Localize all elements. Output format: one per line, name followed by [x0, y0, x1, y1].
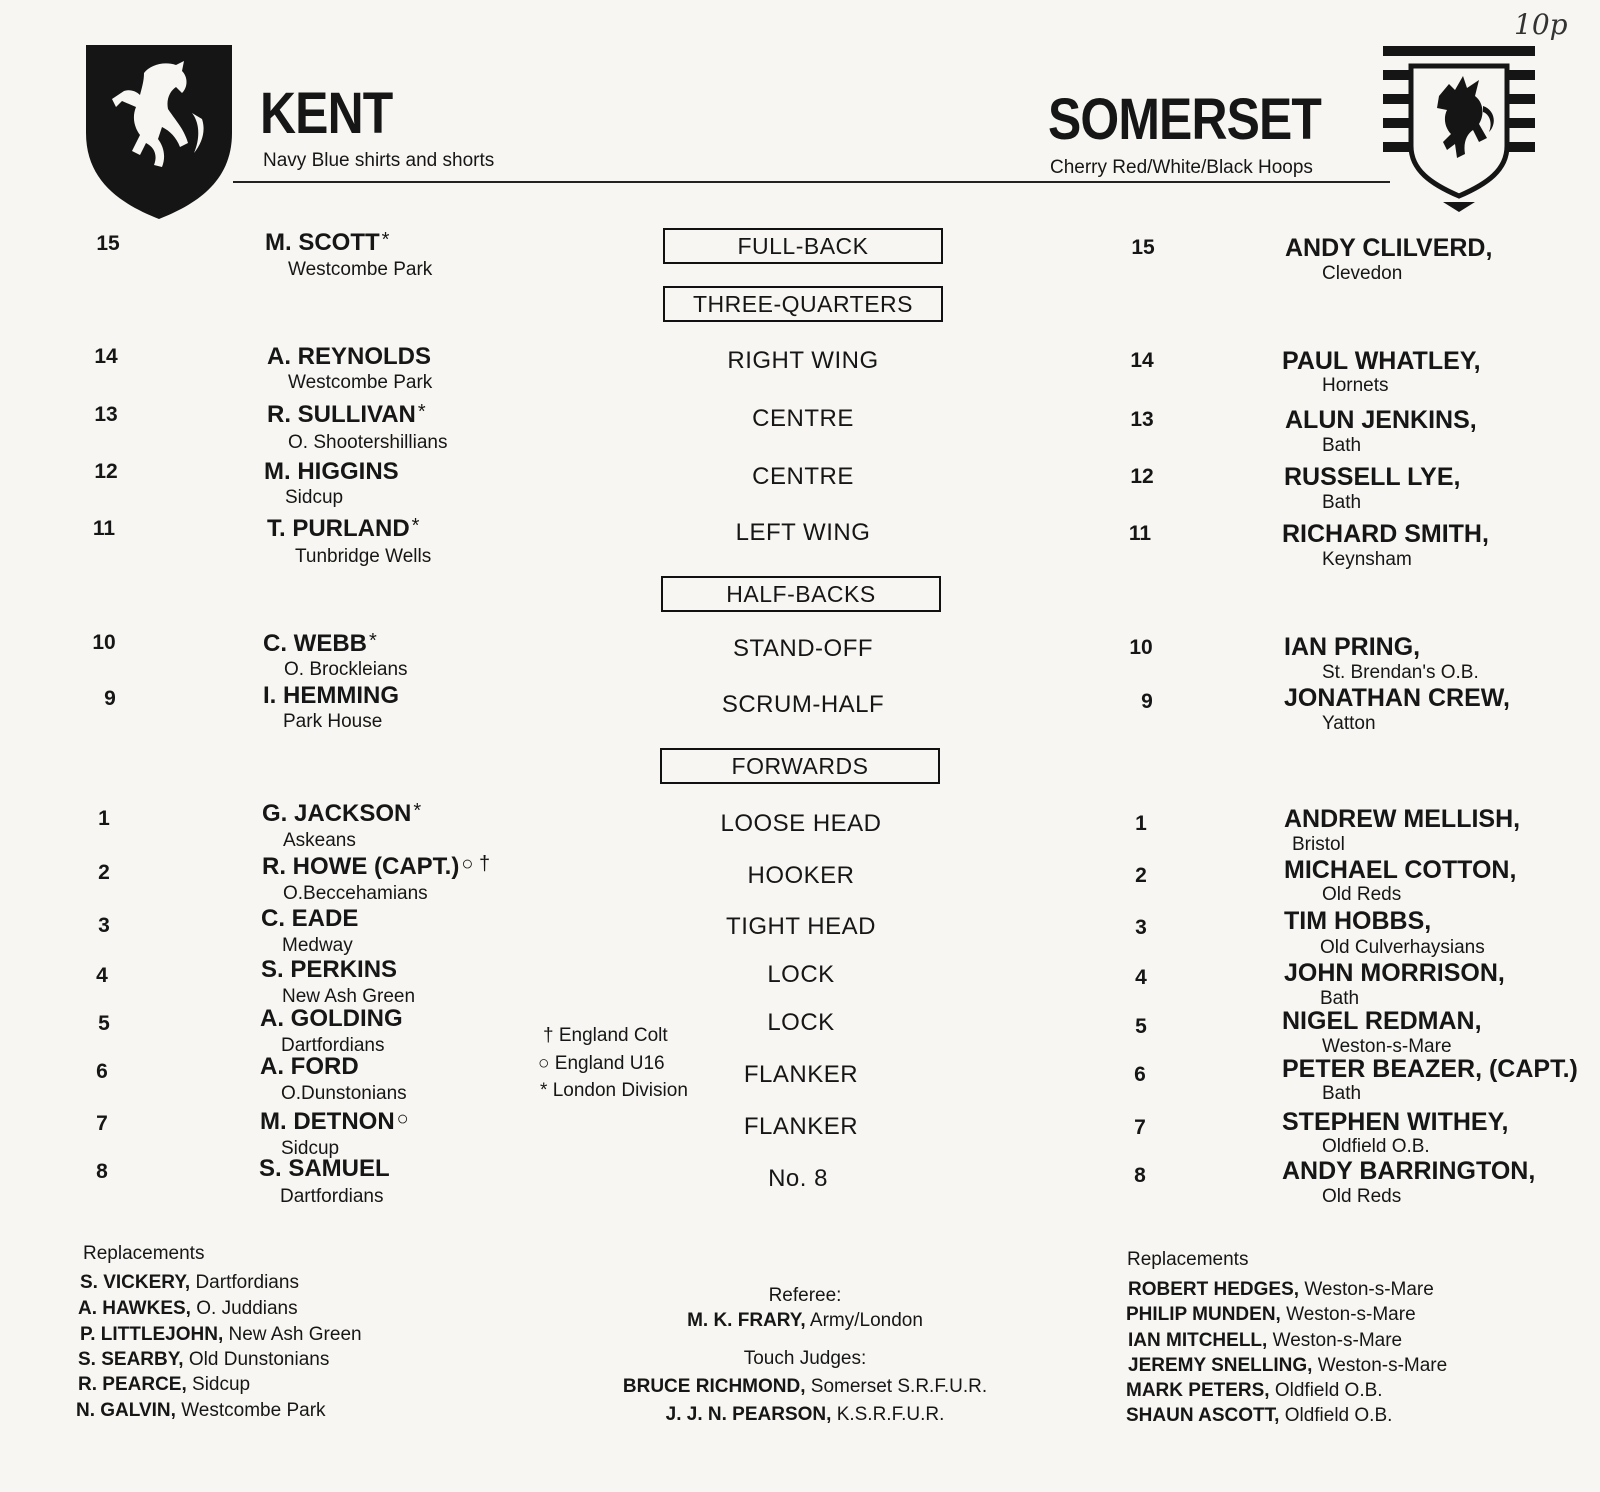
- kent-player-club: O.Dunstonians: [281, 1083, 407, 1104]
- somerset-player-number: 2: [1135, 864, 1147, 887]
- somerset-player-club: Old Culverhaysians: [1320, 937, 1485, 958]
- kent-player-name: M. DETNON ○: [260, 1108, 409, 1135]
- kent-player-club: O.Beccehamians: [283, 883, 428, 904]
- replacement-item: P. LITTLEJOHN, New Ash Green: [80, 1324, 362, 1345]
- kent-player-name: R. SULLIVAN *: [267, 401, 426, 428]
- kent-player-club: Westcombe Park: [288, 259, 433, 280]
- kent-player-number: 4: [96, 964, 108, 987]
- kent-player-number: 15: [96, 232, 120, 255]
- kent-player-club: O. Shootershillians: [288, 432, 448, 453]
- replacement-item: JEREMY SNELLING, Weston-s-Mare: [1128, 1355, 1448, 1376]
- replacement-item: IAN MITCHELL, Weston-s-Mare: [1128, 1330, 1403, 1351]
- header-divider: [233, 181, 1390, 183]
- somerset-player-name: RUSSELL LYE,: [1284, 463, 1461, 491]
- somerset-title: SOMERSET: [1048, 87, 1322, 152]
- replacement-item: ROBERT HEDGES, Weston-s-Mare: [1128, 1279, 1434, 1300]
- somerset-player-number: 10: [1129, 636, 1153, 659]
- kent-player-club: Dartfordians: [281, 1035, 385, 1056]
- somerset-player-number: 5: [1135, 1015, 1147, 1038]
- somerset-player-number: 8: [1134, 1164, 1146, 1187]
- kent-player-club: Sidcup: [281, 1138, 340, 1159]
- somerset-player-club: Hornets: [1322, 375, 1389, 396]
- somerset-player-number: 11: [1128, 522, 1152, 545]
- somerset-player-name: TIM HOBBS,: [1284, 907, 1432, 935]
- position-header-three-quarters: THREE-QUARTERS: [663, 286, 943, 322]
- kent-player-number: 11: [92, 517, 116, 540]
- position-label: CENTRE: [752, 463, 854, 490]
- somerset-player-number: 13: [1130, 408, 1154, 431]
- position-label: No. 8: [768, 1165, 828, 1192]
- replacement-item: MARK PETERS, Oldfield O.B.: [1126, 1380, 1383, 1401]
- somerset-player-name: PETER BEAZER, (CAPT.): [1282, 1055, 1578, 1083]
- position-label: SCRUM-HALF: [721, 691, 885, 718]
- kent-player-club: New Ash Green: [282, 986, 416, 1007]
- kent-colours: Navy Blue shirts and shorts: [263, 150, 495, 171]
- kent-player-club: Westcombe Park: [288, 372, 433, 393]
- somerset-player-club: Oldfield O.B.: [1322, 1136, 1430, 1157]
- kent-player-club: Sidcup: [285, 487, 344, 508]
- kent-player-name: M. SCOTT *: [265, 229, 390, 256]
- somerset-player-club: St. Brendan's O.B.: [1322, 662, 1479, 683]
- somerset-player-club: Old Reds: [1322, 884, 1402, 905]
- somerset-player-name: NIGEL REDMAN,: [1282, 1007, 1482, 1035]
- position-header-half-backs: HALF-BACKS: [661, 576, 941, 612]
- somerset-player-name: JOHN MORRISON,: [1284, 959, 1505, 987]
- position-label: HOOKER: [747, 862, 855, 889]
- position-label: FLANKER: [743, 1061, 859, 1088]
- somerset-player-name: JONATHAN CREW,: [1284, 684, 1510, 712]
- position-label: LOCK: [767, 1009, 835, 1036]
- somerset-player-number: 9: [1141, 690, 1153, 713]
- position-label: RIGHT WING: [727, 347, 879, 374]
- somerset-player-club: Bristol: [1292, 834, 1345, 855]
- kent-player-number: 5: [98, 1012, 110, 1035]
- somerset-colours: Cherry Red/White/Black Hoops: [1050, 157, 1313, 178]
- kent-player-club: O. Brockleians: [284, 659, 408, 680]
- position-label: FLANKER: [743, 1113, 859, 1140]
- somerset-player-name: ALUN JENKINS,: [1285, 406, 1477, 434]
- somerset-player-name: ANDREW MELLISH,: [1284, 805, 1521, 833]
- replacement-item: N. GALVIN, Westcombe Park: [76, 1400, 326, 1421]
- somerset-player-club: Yatton: [1322, 713, 1376, 734]
- touch-judge: J. J. N. PEARSON, K.S.R.F.U.R.: [665, 1404, 945, 1425]
- somerset-player-number: 14: [1130, 349, 1154, 372]
- somerset-player-club: Keynsham: [1322, 549, 1412, 570]
- somerset-player-club: Bath: [1322, 492, 1362, 513]
- somerset-player-club: Bath: [1320, 988, 1360, 1009]
- kent-player-club: Askeans: [283, 830, 356, 851]
- kent-player-name: M. HIGGINS: [264, 458, 399, 485]
- legend-item: ○ England U16: [538, 1053, 665, 1074]
- somerset-player-number: 3: [1135, 916, 1147, 939]
- position-label: LOCK: [767, 961, 835, 988]
- kent-crest-icon: [84, 43, 234, 221]
- handwritten-price-note: 10p: [1514, 8, 1568, 41]
- kent-player-name: G. JACKSON *: [262, 800, 422, 827]
- kent-player-number: 6: [96, 1060, 108, 1083]
- position-label: LEFT WING: [735, 519, 871, 546]
- kent-player-name: C. WEBB *: [263, 630, 377, 657]
- somerset-player-number: 4: [1135, 966, 1147, 989]
- somerset-player-club: Clevedon: [1322, 263, 1403, 284]
- replacement-item: R. PEARCE, Sidcup: [78, 1374, 251, 1395]
- somerset-player-name: IAN PRING,: [1284, 633, 1421, 661]
- position-label: LOOSE HEAD: [720, 810, 882, 837]
- kent-player-club: Dartfordians: [280, 1186, 384, 1207]
- somerset-player-number: 15: [1131, 236, 1155, 259]
- position-label: STAND-OFF: [732, 635, 874, 662]
- kent-player-name: S. SAMUEL: [259, 1155, 390, 1182]
- kent-player-number: 8: [96, 1160, 108, 1183]
- kent-player-number: 12: [94, 460, 118, 483]
- somerset-player-name: MICHAEL COTTON,: [1284, 856, 1517, 884]
- somerset-player-number: 7: [1134, 1116, 1146, 1139]
- somerset-player-number: 1: [1135, 812, 1147, 835]
- kent-player-name: C. EADE: [261, 905, 359, 932]
- kent-player-number: 3: [98, 914, 110, 937]
- position-header-full-back: FULL-BACK: [663, 228, 943, 264]
- legend-item: † England Colt: [543, 1025, 668, 1046]
- replacement-item: A. HAWKES, O. Juddians: [78, 1298, 298, 1319]
- kent-player-name: S. PERKINS: [261, 956, 398, 983]
- replacement-item: SHAUN ASCOTT, Oldfield O.B.: [1126, 1405, 1393, 1426]
- position-label: CENTRE: [752, 405, 854, 432]
- kent-player-name: I. HEMMING: [263, 682, 399, 709]
- somerset-player-club: Weston-s-Mare: [1322, 1036, 1452, 1057]
- referee: M. K. FRARY, Army/London: [687, 1310, 923, 1331]
- somerset-player-name: ANDY BARRINGTON,: [1282, 1157, 1536, 1185]
- kent-player-number: 1: [98, 807, 110, 830]
- kent-player-number: 2: [98, 861, 110, 884]
- replacement-item: S. SEARBY, Old Dunstonians: [78, 1349, 330, 1370]
- somerset-player-club: Old Reds: [1322, 1186, 1402, 1207]
- somerset-player-name: PAUL WHATLEY,: [1282, 347, 1481, 375]
- kent-player-name: A. FORD: [260, 1053, 359, 1080]
- kent-player-number: 9: [104, 687, 116, 710]
- somerset-player-club: Bath: [1322, 435, 1362, 456]
- kent-player-name: A. GOLDING: [260, 1005, 403, 1032]
- kent-player-number: 10: [92, 631, 116, 654]
- kent-player-name: A. REYNOLDS: [267, 343, 432, 370]
- position-label: TIGHT HEAD: [726, 913, 876, 940]
- kent-player-club: Medway: [282, 935, 353, 956]
- replacement-item: S. VICKERY, Dartfordians: [80, 1272, 299, 1293]
- kent-player-number: 14: [94, 345, 118, 368]
- kent-player-club: Park House: [283, 711, 383, 732]
- somerset-player-name: ANDY CLILVERD,: [1285, 234, 1493, 262]
- somerset-crest-icon: [1383, 46, 1535, 228]
- touch-judge: BRUCE RICHMOND, Somerset S.R.F.U.R.: [622, 1376, 988, 1397]
- somerset-player-name: RICHARD SMITH,: [1282, 520, 1489, 548]
- kent-player-name: R. HOWE (CAPT.) ○ †: [262, 853, 491, 880]
- kent-replacements-heading: Replacements: [83, 1243, 205, 1264]
- position-header-forwards: FORWARDS: [660, 748, 940, 784]
- somerset-player-number: 6: [1134, 1063, 1146, 1086]
- kent-title: KENT: [260, 81, 393, 146]
- kent-player-number: 7: [96, 1112, 108, 1135]
- somerset-player-number: 12: [1130, 465, 1154, 488]
- kent-player-number: 13: [94, 403, 118, 426]
- touch-judges-label: Touch Judges:: [743, 1348, 867, 1369]
- referee-label: Referee:: [768, 1285, 842, 1306]
- kent-player-club: Tunbridge Wells: [295, 546, 432, 567]
- legend-item: * London Division: [540, 1080, 688, 1101]
- somerset-replacements-heading: Replacements: [1127, 1249, 1249, 1270]
- somerset-player-name: STEPHEN WITHEY,: [1282, 1108, 1509, 1136]
- replacement-item: PHILIP MUNDEN, Weston-s-Mare: [1126, 1304, 1416, 1325]
- somerset-player-club: Bath: [1322, 1083, 1362, 1104]
- kent-player-name: T. PURLAND *: [267, 515, 420, 542]
